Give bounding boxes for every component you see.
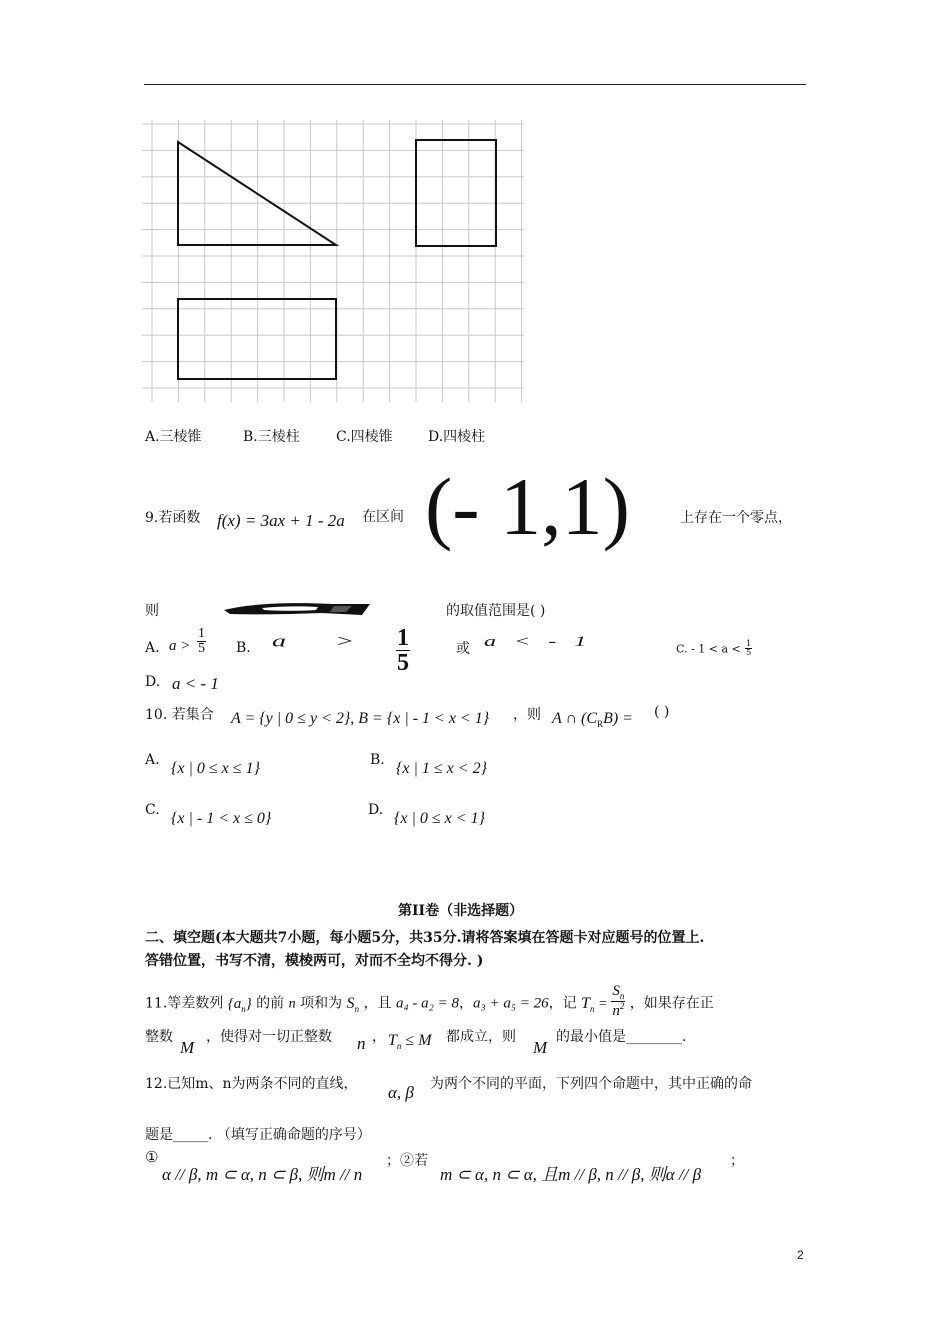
q11-seq-sub: n [241, 1003, 246, 1014]
q11-line2-a: 整数 [145, 1029, 173, 1045]
q12-line1-a: 12.已知m、n为两条不同的直线， [145, 1076, 358, 1092]
frac-numerator: 1 [397, 625, 409, 651]
q12-choice1-mark: ① [145, 1148, 159, 1166]
q8-option-a: A.三棱锥 [145, 429, 202, 445]
q9-function: f(x) = 3ax + 1 - 2a [217, 511, 345, 530]
q10-expr-b: B) = [603, 710, 633, 727]
q12-choice2-mark: ②若 [400, 1153, 428, 1169]
q10-opt-c: {x | - 1 < x ≤ 0} [171, 810, 272, 827]
q12-semicolon2: ； [730, 1153, 744, 1169]
q11-n: n [288, 996, 296, 1012]
frac-denominator: 5 [397, 650, 409, 676]
q9-opt-a-frac [197, 627, 206, 656]
q10-opt-c-label: C. [145, 802, 160, 818]
q11-comma: ， [458, 995, 473, 1012]
q11-frac-den-sup: 2 [619, 1001, 625, 1011]
q10-opt-d-label: D. [368, 802, 384, 818]
q9-line2-start: 则 [145, 603, 159, 619]
frac-numerator: 1 [198, 626, 205, 641]
section2-title: 第II卷（非选择题） [398, 903, 524, 919]
q11-line2-b: ，使得对一切正整数 [206, 1029, 332, 1045]
q11-text: 项和为 [300, 995, 343, 1012]
q11-frac-num-sub: n [619, 991, 625, 1001]
q11-m: M [180, 1038, 195, 1057]
q11-tn-sub: n [396, 1041, 402, 1052]
q9-mid: 在区间 [362, 509, 404, 525]
q11-line2-e: 的最小值是________. [556, 1029, 687, 1045]
frac-numerator: 1 [746, 639, 752, 648]
q9-opt-b-gt: > [337, 632, 353, 651]
q10-prefix: 10. 若集合 [145, 707, 214, 723]
q8-option-c: C.四棱锥 [336, 429, 393, 445]
q9-opt-b-a: a [272, 632, 286, 651]
q11-s-sub: n [354, 1003, 360, 1014]
q11-m2: M [533, 1038, 548, 1057]
q12-alpha-beta: α, β [388, 1083, 414, 1102]
front-rect-view [416, 140, 496, 246]
q9-prefix: 9.若函数 [145, 510, 201, 526]
q11-text: 11.等差数列 [145, 995, 224, 1012]
q10-opt-a-label: A. [145, 752, 160, 768]
q9-opt-b-rest: a < - 1 [484, 634, 593, 650]
q10-paren: ( ) [654, 704, 670, 720]
q11-frac-num: S [612, 983, 620, 999]
q9-opt-b-or: 或 [456, 641, 470, 657]
q10-opt-b: {x | 1 ≤ x < 2} [396, 760, 487, 777]
q12-line2: 题是_____. （填写正确命题的序号） [145, 1127, 371, 1143]
fill-header-line2: 答错位置，书写不清，模棱两可，对而不全均不得分. ) [145, 953, 484, 969]
q11-t: T [581, 994, 591, 1012]
q11-equals: = [598, 996, 607, 1012]
q11-n2: n [357, 1034, 366, 1053]
q11-seq-end: } [245, 995, 252, 1012]
q9-suffix: 上存在一个零点， [680, 510, 792, 526]
q10-expr-a: A ∩ (C [552, 710, 598, 727]
q9-opt-a-lhs: a > [169, 638, 191, 654]
q11-eq1: a₄ - a₂ = 8 [395, 995, 459, 1012]
q12-choice1: α // β, m ⊂ α, n ⊂ β, 则m // n [162, 1165, 363, 1184]
q11-text: ，且 [363, 995, 392, 1012]
q8-option-b: B.三棱柱 [243, 429, 300, 445]
q9-opt-b-label: B. [236, 640, 251, 656]
q11-eq2: a₃ + a₅ = 26 [472, 995, 549, 1012]
q11-tn: T [388, 1032, 397, 1049]
fill-header-line1: 二、填空题(本大题共7小题，每小题5分，共35分.请将答案填在答题卡对应题号的位置上. [145, 930, 705, 946]
q9-opt-c-label [676, 640, 752, 657]
q12-choice2: m ⊂ α, n ⊂ α, 且m // β, n // β, 则α // β [440, 1165, 702, 1184]
q9-opt-a-label: A. [145, 640, 160, 656]
q11-t-sub: n [590, 1003, 595, 1014]
q11-s: S [346, 994, 355, 1012]
page-number: 2 [797, 1248, 804, 1262]
q9-interval: (- 1,1) [425, 461, 630, 552]
q11-line2-c: ， [372, 1029, 386, 1045]
q9-line2-end: 的取值范围是( ) [446, 603, 546, 619]
q10-mid: ，则 [513, 707, 541, 723]
three-view-figure [142, 120, 532, 406]
q9-opt-d: a < - 1 [172, 674, 219, 693]
q11-text: ，如果存在正 [629, 995, 714, 1012]
q10-expr-sub: R [597, 719, 604, 730]
frac-denominator: 5 [198, 641, 205, 656]
q11-tn-le-m [388, 1032, 432, 1051]
frac-denominator: 5 [746, 648, 752, 657]
q11-text: ，记 [548, 995, 577, 1012]
q11-frac-den: n [612, 1003, 620, 1019]
q10-sets: A = {y | 0 ≤ y < 2}, B = {x | - 1 < x < 1} [231, 710, 490, 727]
q11-text: 的前 [256, 995, 285, 1012]
q9-smudge-image [222, 601, 372, 617]
q12-line1-b: 为两个不同的平面，下列四个命题中，其中正确的命 [430, 1076, 752, 1092]
header-rule [144, 84, 806, 85]
q11-seq: {a [227, 995, 242, 1012]
q9-opt-d-label: D. [145, 674, 161, 690]
q10-expr [552, 710, 633, 729]
q11-le: ≤ M [405, 1032, 432, 1049]
q12-semicolon1: ； [386, 1153, 400, 1169]
q10-opt-b-label: B. [370, 752, 385, 768]
q10-opt-a: {x | 0 ≤ x ≤ 1} [171, 760, 260, 777]
q10-opt-d: {x | 0 ≤ x < 1} [394, 810, 485, 827]
q8-option-d: D.四棱柱 [428, 429, 486, 445]
q11-line2-d: 都成立，则 [446, 1029, 516, 1045]
q9-opt-c-text: C. - 1 < a < [676, 642, 741, 656]
top-rect-view [178, 299, 336, 379]
q9-opt-b-frac [396, 626, 410, 675]
